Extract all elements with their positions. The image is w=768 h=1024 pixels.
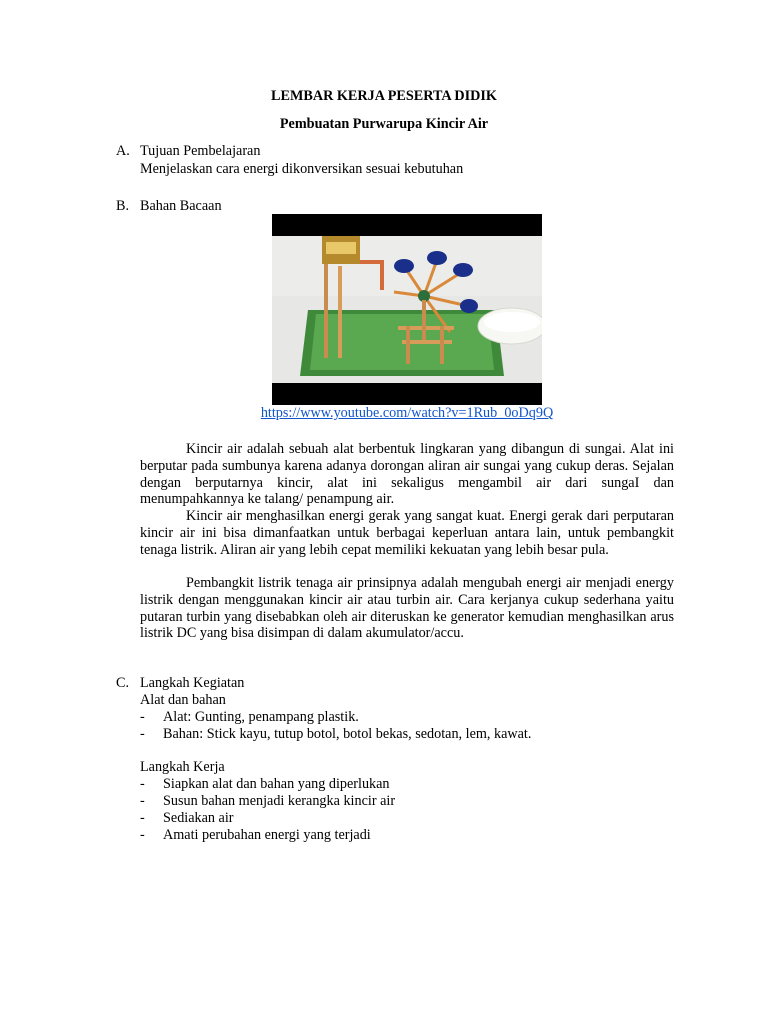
list-dash: - <box>140 793 145 809</box>
section-a-letter: A. <box>116 143 130 159</box>
section-b-heading: Bahan Bacaan <box>140 198 222 214</box>
list-item-text: Sediakan air <box>163 810 234 826</box>
page-title: LEMBAR KERJA PESERTA DIDIK <box>271 88 497 104</box>
section-c-heading: Langkah Kegiatan <box>140 675 245 691</box>
learning-objective-text: Menjelaskan cara energi dikonversikan sesuai kebutuhan <box>140 161 464 177</box>
list-item-text: Alat: Gunting, penampang plastik. <box>163 709 359 725</box>
section-b-letter: B. <box>116 198 130 214</box>
video-thumbnail[interactable] <box>272 214 542 405</box>
list-dash: - <box>140 726 145 742</box>
tools-heading: Alat dan bahan <box>140 692 226 708</box>
steps-heading: Langkah Kerja <box>140 759 225 775</box>
list-item-text: Amati perubahan energi yang terjadi <box>163 827 371 843</box>
section-a-heading: Tujuan Pembelajaran <box>140 143 261 159</box>
reading-paragraph: Pembangkit listrik tenaga air prinsipnya adalah mengubah energi air menjadi energy listrik dengan menggunakan kincir air atau turbin air. Cara kerjanya cukup sederhana yaitu putaran turbin yang disebabkan oleh air diteruskan ke generator kemudian menghasilkan arus listrik DC yang bisa disimpan di dalam akumulator/accu. <box>140 575 674 642</box>
section-c-letter: C. <box>116 675 130 691</box>
page-subtitle: Pembuatan Purwarupa Kincir Air <box>279 116 489 132</box>
reading-paragraph: Kincir air menghasilkan energi gerak yang sangat kuat. Energi gerak dari perputaran kincir air ini bisa dimanfaatkan untuk berbagai keperluan antara lain, untuk pembangkit tenaga listrik. Aliran air yang lebih cepat memiliki kekuatan yang lebih besar pula. <box>140 508 674 558</box>
list-item-text: Siapkan alat dan bahan yang diperlukan <box>163 776 390 792</box>
list-dash: - <box>140 709 145 725</box>
video-link[interactable]: https://www.youtube.com/watch?v=1Rub_0oDq9Q <box>260 405 554 421</box>
list-item-text: Bahan: Stick kayu, tutup botol, botol bekas, sedotan, lem, kawat. <box>163 726 532 742</box>
list-item-text: Susun bahan menjadi kerangka kincir air <box>163 793 396 809</box>
water-wheel-photo <box>272 214 542 405</box>
reading-paragraph: Kincir air adalah sebuah alat berbentuk lingkaran yang dibangun di sungai. Alat ini berputar pada sumbunya karena adanya dorongan aliran air sungai yang cukup deras. Sejalan dengan berputarnya kincir, alat ini sekaligus mengambil air dari sungaI dan menumpahkannya ke talang/ penampung air. <box>140 441 674 508</box>
list-dash: - <box>140 827 145 843</box>
list-dash: - <box>140 776 145 792</box>
list-dash: - <box>140 810 145 826</box>
